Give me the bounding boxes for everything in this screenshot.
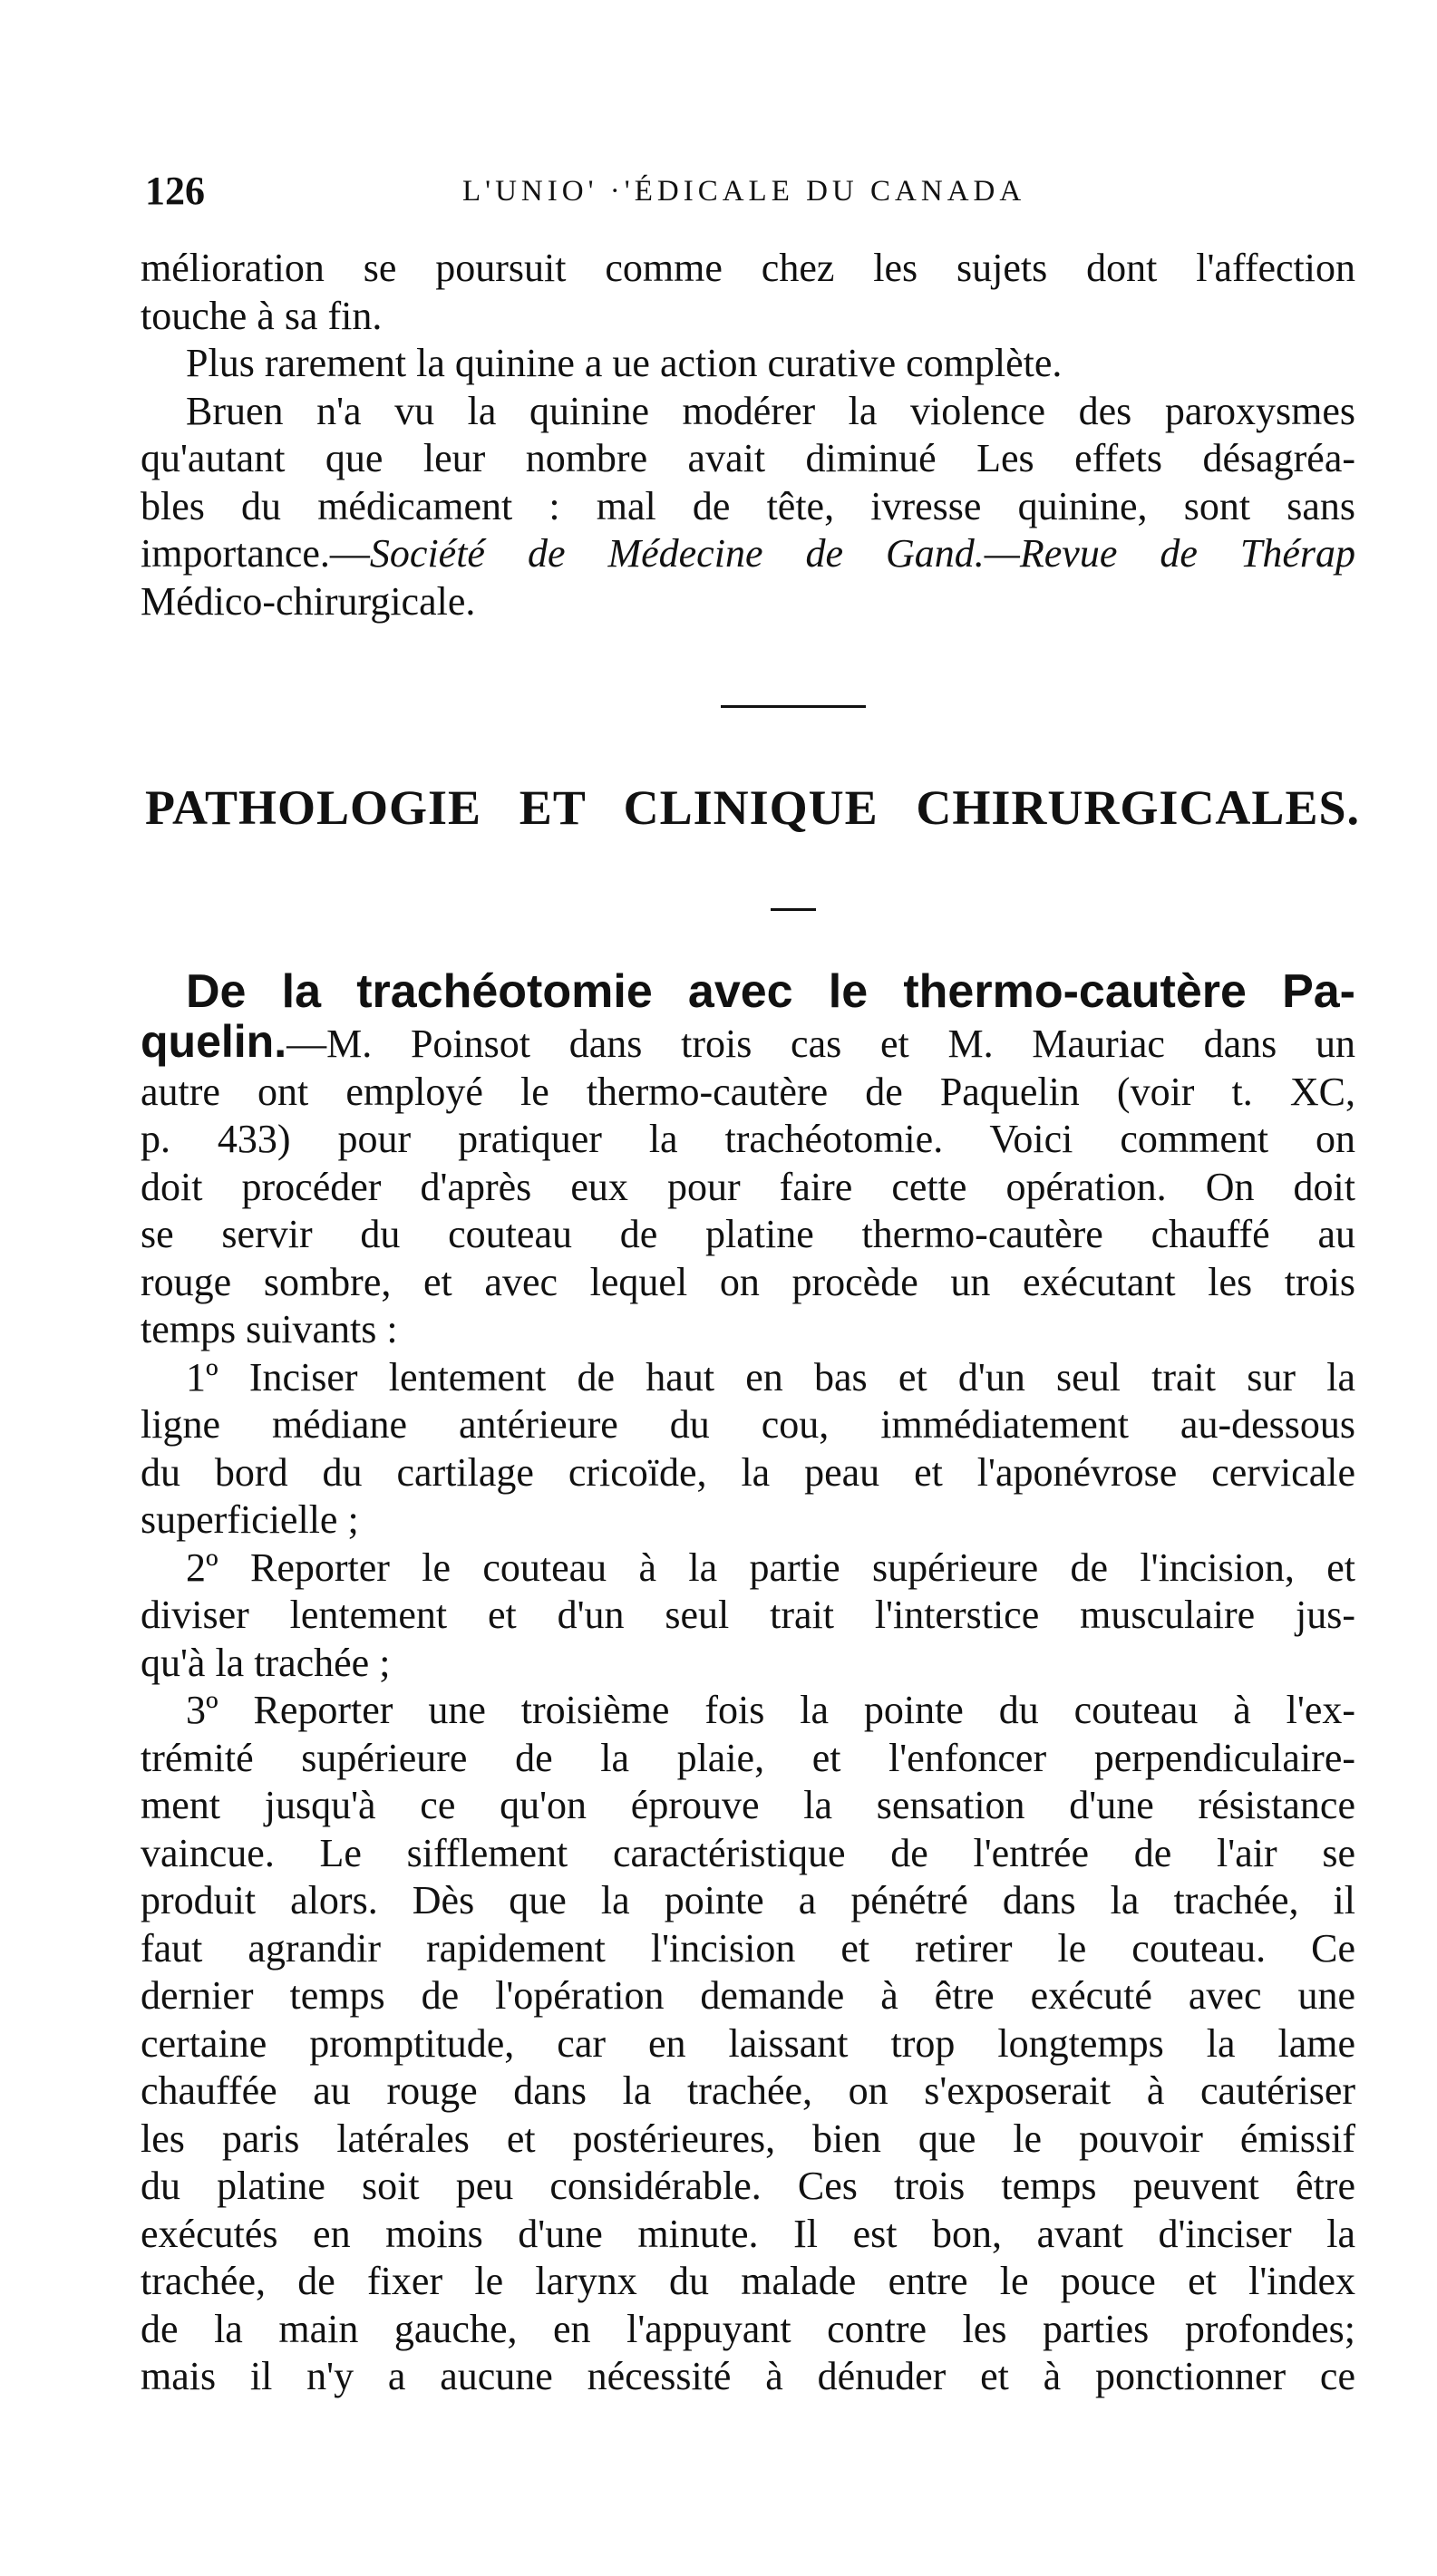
text-line: mélioration se poursuit comme chez les sujets dont l'affection (141, 246, 1355, 290)
text-line: qu'à la trachée ; (141, 1640, 391, 1685)
article-heading-cont: quelin. (141, 1018, 287, 1067)
article-heading: De la trachéotomie avec le thermo-cautère Pa- (186, 965, 1355, 1018)
text-line: p. 433) pour pratiquer la trachéotomie. Voici comment on (141, 1117, 1355, 1161)
separator-rule (721, 705, 866, 708)
text-line: mais il n'y a aucune nécessité à dénuder et à ponctionner ce (141, 2354, 1355, 2398)
text-line (141, 1018, 1355, 1069)
text-line: chauffée au rouge dans la trachée, on s'exposerait à cautériser (141, 2068, 1355, 2113)
text-line: faut agrandir rapidement l'incision et retirer le couteau. Ce (141, 1925, 1355, 1971)
text-line: 2º Reporter le couteau à la partie supérieure de l'incision, et (186, 1545, 1355, 1590)
text-line: bles du médicament : mal de tête, ivresse quinine, sont sans (141, 483, 1355, 528)
citation-source: Société de Médecine de Gand. (369, 531, 985, 576)
text-line: doit procéder d'après eux pour faire cette opération. On doit (141, 1164, 1355, 1209)
text-line: Plus rarement la quinine a ue action curative complète. (186, 341, 1063, 385)
text-line: superficielle ; (141, 1497, 359, 1542)
text-line: touche à sa fin. (141, 293, 383, 338)
text-line: du platine soit peu considérable. Ces trois temps peuvent être (141, 2164, 1355, 2208)
text-line: dernier temps de l'opération demande à être exécuté avec une (141, 1973, 1355, 2018)
text-line: les paris latérales et postérieures, bien que le pouvoir émissif (141, 2116, 1355, 2161)
page-number: 126 (145, 169, 205, 213)
text-line: qu'autant que leur nombre avait diminué Les effets désagréa- (141, 436, 1355, 480)
opening-paragraph (141, 245, 1355, 625)
text-line: trachée, de fixer le larynx du malade entre le pouce et l'index (141, 2259, 1355, 2303)
separator-dash (771, 908, 816, 911)
text-line: ligne médiane antérieure du cou, immédiatement au-dessous (141, 1402, 1355, 1447)
citation-line (141, 530, 1355, 578)
citation-prefix: importance.— (141, 531, 370, 576)
article (141, 965, 1355, 2401)
journal-title: L'UNIO' ·'ÉDICALE DU CANADA (462, 175, 1026, 208)
citation-journal: —Revue de Thérap (984, 531, 1355, 576)
text-line: Bruen n'a vu la quinine modérer la violence des paroxysmes (186, 388, 1355, 433)
text-line: ment jusqu'à ce qu'on éprouve la sensation d'une résistance (141, 1783, 1355, 1827)
running-head (145, 168, 1378, 222)
text-line: vaincue. Le sifflement caractéristique de l'entrée de l'air se (141, 1830, 1355, 1875)
text-line: se servir du couteau de platine thermo-cautère chauffé au (141, 1212, 1355, 1256)
text-line: 3º Reporter une troisième fois la pointe du couteau à l'ex- (186, 1688, 1355, 1732)
text-line: certaine promptitude, car en laissant trop longtemps la lame (141, 2020, 1355, 2066)
text-line: de la main gauche, en l'appuyant contre les parties profondes; (141, 2306, 1355, 2351)
text-line: du bord du cartilage cricoïde, la peau et l'aponévrose cervicale (141, 1449, 1355, 1495)
text-line: produit alors. Dès que la pointe a pénétré dans la trachée, il (141, 1878, 1355, 1922)
section-title: PATHOLOGIE ET CLINIQUE CHIRURGICALES. (145, 780, 1360, 835)
text-line: rouge sombre, et avec lequel on procède un exécutant les trois (141, 1259, 1355, 1304)
text-line: trémité supérieure de la plaie, et l'enfoncer perpendiculaire- (141, 1735, 1355, 1780)
citation-journal-cont: Médico-chirurgicale. (141, 578, 476, 624)
text-line: 1º Inciser lentement de haut en bas et d'un seul trait sur la (186, 1354, 1355, 1399)
text-line: autre ont employé le thermo-cautère de Paquelin (voir t. XC, (141, 1069, 1355, 1114)
text-span: —M. Poinsot dans trois cas et M. Mauriac dans un (286, 1022, 1355, 1066)
text-line: diviser lentement et d'un seul trait l'interstice musculaire jus- (141, 1593, 1355, 1637)
text-line: temps suivants : (141, 1307, 398, 1351)
text-line: exécutés en moins d'une minute. Il est bon, avant d'inciser la (141, 2211, 1355, 2256)
